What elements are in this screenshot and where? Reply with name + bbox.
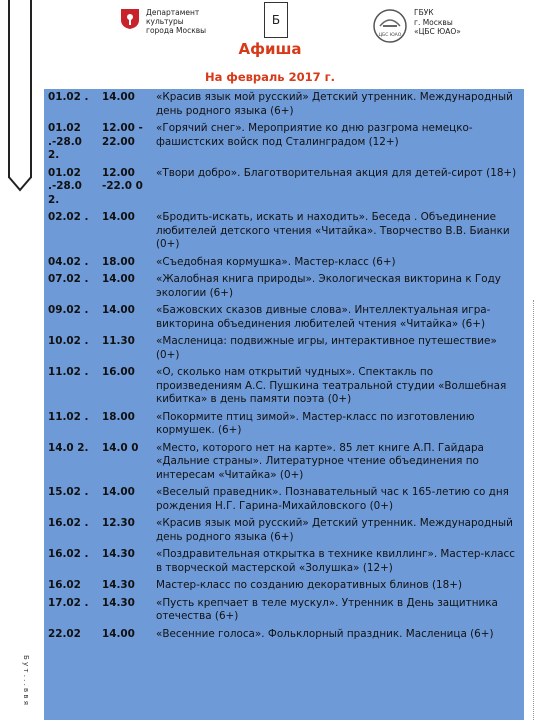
event-row (44, 89, 524, 120)
event-description: «Масленица: подвижные игры, интерактивное путешествие» (0+) (156, 335, 497, 361)
event-date: 01.02 .-28.0 2. (48, 166, 82, 206)
event-date: 10.02 . (48, 335, 89, 347)
side-label: Б у т . . . в в я (22, 655, 30, 705)
page-subtitle: На февраль 2017 г. (205, 70, 335, 84)
dept-culture-logo (120, 8, 206, 35)
event-row (44, 120, 524, 165)
event-time: 14.0 0 (102, 441, 139, 454)
cbs-line-3: «ЦБС ЮАО» (414, 27, 461, 36)
event-row (44, 515, 524, 546)
event-row (44, 440, 524, 485)
event-time: 14.30 (102, 548, 135, 560)
event-row (44, 595, 524, 626)
event-time: 14.00 (102, 486, 135, 498)
cbs-text (414, 8, 461, 37)
event-row (44, 484, 524, 515)
event-date: 01.02 . (48, 91, 89, 103)
event-date: 07.02 . (48, 273, 89, 285)
event-description: «Съедобная кормушка». Мастер-класс (6+) (156, 255, 396, 268)
event-description: «Место, которого нет на карте». 85 лет книге А.П. Гайдара «Дальние страны». Литературное чтение объединения по интересам «Читайка» (0+) (156, 441, 484, 481)
dept-line-3: города Москвы (146, 26, 207, 35)
event-row (44, 364, 524, 409)
event-date: 16.02 . (48, 548, 89, 560)
event-date: 22.02 (48, 627, 81, 640)
event-row (44, 165, 524, 210)
event-row (44, 409, 524, 440)
event-time: 14.00 (102, 91, 135, 103)
event-time: 14.00 (102, 273, 135, 285)
event-date: 02.02 . (48, 211, 89, 223)
event-description: «Горячий снег». Мероприятие ко дню разгрома немецко-фашистских войск под Сталинградом (12+) (156, 122, 473, 148)
event-time: 14.00 (102, 211, 135, 223)
event-description: «Пусть крепчает в теле мускул». Утренник в День защитника отечества (6+) (156, 596, 498, 622)
event-time: 12.30 (102, 517, 135, 529)
page-title: Афиша (238, 40, 302, 58)
event-description: «Жалобная книга природы». Экологическая викторина к Году экологии (6+) (156, 273, 501, 299)
bookmark-ribbon (8, 0, 32, 178)
event-time: 18.00 (102, 410, 135, 423)
event-time: 18.00 (102, 255, 135, 268)
events-table (44, 89, 524, 643)
cbs-line-2: г. Москвы (414, 17, 453, 27)
event-description: «О, сколько нам открытий чудных». Спектакль по произведениям А.С. Пушкина театральной студии «Волшебная кибитка» в день памяти поэта (0+) (156, 366, 507, 405)
event-description: «Веселый праведник». Познавательный час к 165-летию со дня рождения Н.Г. Гарина-Михайловского (0+) (156, 486, 509, 512)
event-time: 14.00 (102, 627, 135, 640)
event-row (44, 209, 524, 254)
event-time: 14.30 (102, 596, 135, 609)
event-time: 12.00 -22.0 0 (102, 166, 143, 192)
event-description: «Бажовских сказов дивные слова». Интеллектуальная игра-викторина объединения любителей чтения «Читайка» (6+) (156, 304, 491, 330)
letter-tab: Б (264, 2, 288, 38)
event-date: 04.02 . (48, 255, 89, 268)
dept-line-2: культуры (146, 17, 184, 26)
event-date: 11.02 . (48, 410, 89, 423)
event-date: 11.02 . (48, 366, 89, 378)
event-date: 15.02 . (48, 486, 89, 498)
event-time: 12.00 - 22.00 (102, 122, 143, 148)
dept-culture-text (146, 8, 206, 35)
event-description: Мастер-класс по созданию декоративных блинов (18+) (156, 579, 463, 591)
event-row (44, 626, 524, 644)
event-time: 11.30 (102, 335, 135, 347)
bookmark-notch-icon (8, 176, 32, 192)
events-table-container (44, 89, 524, 720)
event-time: 14.00 (102, 304, 135, 316)
event-date: 17.02 . (48, 596, 89, 609)
event-row (44, 254, 524, 272)
event-row (44, 333, 524, 364)
event-date: 14.0 2. (48, 441, 89, 454)
event-time: 14.30 (102, 579, 135, 591)
cbs-line-1: ГБУК (414, 8, 434, 17)
event-description: «Красив язык мой русский» Детский утренник. Международный день родного языка (6+) (156, 91, 513, 117)
event-date: 16.02 . (48, 517, 89, 529)
dept-line-1: Департамент (146, 8, 200, 17)
event-date: 01.02 .-28.0 2. (48, 122, 82, 161)
event-row (44, 271, 524, 302)
right-margin-rule (527, 300, 534, 720)
event-description: «Красив язык мой русский» Детский утренник. Международный день родного языка (6+) (156, 517, 513, 543)
library-emblem-icon (372, 8, 408, 44)
event-description: «Покормите птиц зимой». Мастер-класс по изготовлению кормушек. (6+) (156, 410, 475, 436)
cbs-logo (372, 8, 461, 44)
event-description: «Весенние голоса». Фольклорный праздник. Масленица (6+) (156, 627, 494, 640)
event-row (44, 302, 524, 333)
event-date: 16.02 (48, 579, 81, 591)
event-date: 09.02 . (48, 304, 89, 316)
event-description: «Поздравительная открытка в технике квиллинг». Мастер-класс в творческой мастерской «Золушка» (12+) (156, 548, 515, 574)
events-table-body (44, 89, 524, 643)
event-description: «Бродить-искать, искать и находить». Беседа . Объединение любителей детского чтения «Читайка». Творчество В.В. Бианки (0+) (156, 211, 510, 250)
event-description: «Твори добро». Благотворительная акция для детей-сирот (18+) (156, 166, 517, 179)
emblem-text: ЦБС ЮАО (378, 33, 402, 38)
moscow-crest-icon (120, 8, 140, 30)
event-row (44, 546, 524, 577)
event-row (44, 577, 524, 595)
event-time: 16.00 (102, 366, 135, 378)
